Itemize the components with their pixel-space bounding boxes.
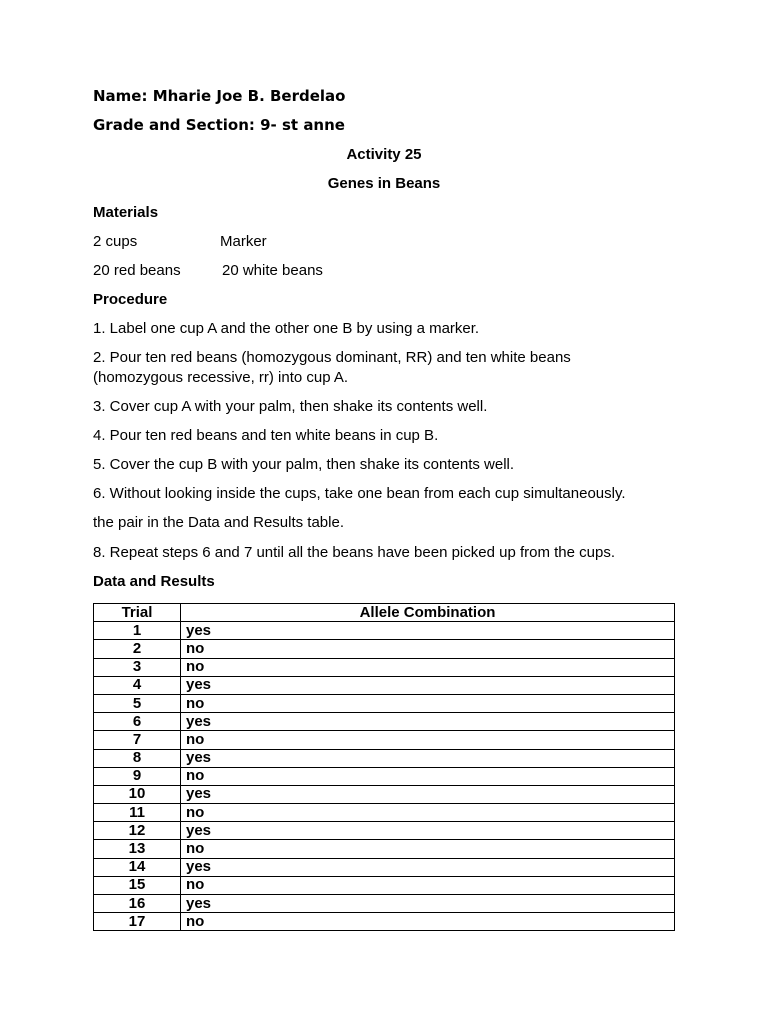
allele-combination-cell: yes (181, 676, 675, 694)
table-row (94, 895, 675, 913)
table-row (94, 840, 675, 858)
table-row (94, 694, 675, 712)
activity-title: Genes in Beans (327, 175, 441, 192)
material-item: 20 red beans (93, 262, 181, 279)
table-row (94, 858, 675, 876)
results-heading: Data and Results (93, 573, 215, 590)
table-row (94, 876, 675, 894)
trial-cell: 10 (94, 785, 181, 803)
allele-combination-cell: yes (181, 749, 675, 767)
allele-combination-cell: no (181, 804, 675, 822)
allele-combination-cell: yes (181, 622, 675, 640)
procedure-step: 6. Without looking inside the cups, take one bean from each cup simultaneously. (93, 485, 626, 502)
student-name: Name: Mharie Joe B. Berdelao (93, 87, 346, 105)
material-item: 20 white beans (222, 262, 323, 279)
trial-cell: 17 (94, 913, 181, 931)
table-row (94, 749, 675, 767)
trial-cell: 13 (94, 840, 181, 858)
table-row (94, 640, 675, 658)
allele-combination-cell: no (181, 913, 675, 931)
table-row (94, 785, 675, 803)
allele-combination-cell: no (181, 731, 675, 749)
trial-cell: 9 (94, 767, 181, 785)
trial-cell: 5 (94, 694, 181, 712)
procedure-step: the pair in the Data and Results table. (93, 514, 344, 531)
table-body (94, 622, 675, 931)
trial-cell: 2 (94, 640, 181, 658)
trial-cell: 1 (94, 622, 181, 640)
trial-cell: 15 (94, 876, 181, 894)
procedure-step: 4. Pour ten red beans and ten white beans in cup B. (93, 427, 439, 444)
trial-cell: 3 (94, 658, 181, 676)
table-row (94, 676, 675, 694)
materials-heading: Materials (93, 204, 159, 221)
trial-cell: 11 (94, 804, 181, 822)
procedure-step: 5. Cover the cup B with your palm, then shake its contents well. (93, 456, 515, 473)
table-row (94, 804, 675, 822)
procedure-step: 8. Repeat steps 6 and 7 until all the beans have been picked up from the cups. (93, 544, 616, 561)
procedure-heading: Procedure (93, 291, 168, 308)
trial-cell: 8 (94, 749, 181, 767)
procedure-step: 1. Label one cup A and the other one B by using a marker. (93, 320, 480, 337)
allele-combination-cell: no (181, 767, 675, 785)
table-row (94, 658, 675, 676)
table-row (94, 713, 675, 731)
trial-cell: 6 (94, 713, 181, 731)
allele-combination-cell: yes (181, 785, 675, 803)
results-table (93, 603, 675, 931)
allele-combination-cell: no (181, 876, 675, 894)
trial-cell: 14 (94, 858, 181, 876)
table-row (94, 622, 675, 640)
material-item: 2 cups (93, 233, 138, 250)
allele-combination-cell: no (181, 694, 675, 712)
table-row (94, 731, 675, 749)
allele-combination-cell: no (181, 658, 675, 676)
allele-combination-cell: yes (181, 895, 675, 913)
allele-combination-cell: yes (181, 822, 675, 840)
allele-combination-cell: no (181, 640, 675, 658)
grade-section: Grade and Section: 9- st anne (93, 116, 345, 134)
table-row (94, 767, 675, 785)
allele-combination-cell: yes (181, 858, 675, 876)
table-header-row (94, 604, 675, 622)
trial-cell: 7 (94, 731, 181, 749)
column-header-allele-combination: Allele Combination (181, 604, 675, 622)
trial-cell: 4 (94, 676, 181, 694)
activity-number: Activity 25 (346, 146, 422, 163)
table-row (94, 822, 675, 840)
procedure-step: 3. Cover cup A with your palm, then shake its contents well. (93, 398, 488, 415)
trial-cell: 12 (94, 822, 181, 840)
trial-cell: 16 (94, 895, 181, 913)
material-item: Marker (220, 233, 267, 250)
allele-combination-cell: no (181, 840, 675, 858)
procedure-step: 2. Pour ten red beans (homozygous dominant, RR) and ten white beans (homozygous recessive, rr) into cup A. (93, 349, 571, 386)
allele-combination-cell: yes (181, 713, 675, 731)
table-row (94, 913, 675, 931)
column-header-trial: Trial (94, 604, 181, 622)
